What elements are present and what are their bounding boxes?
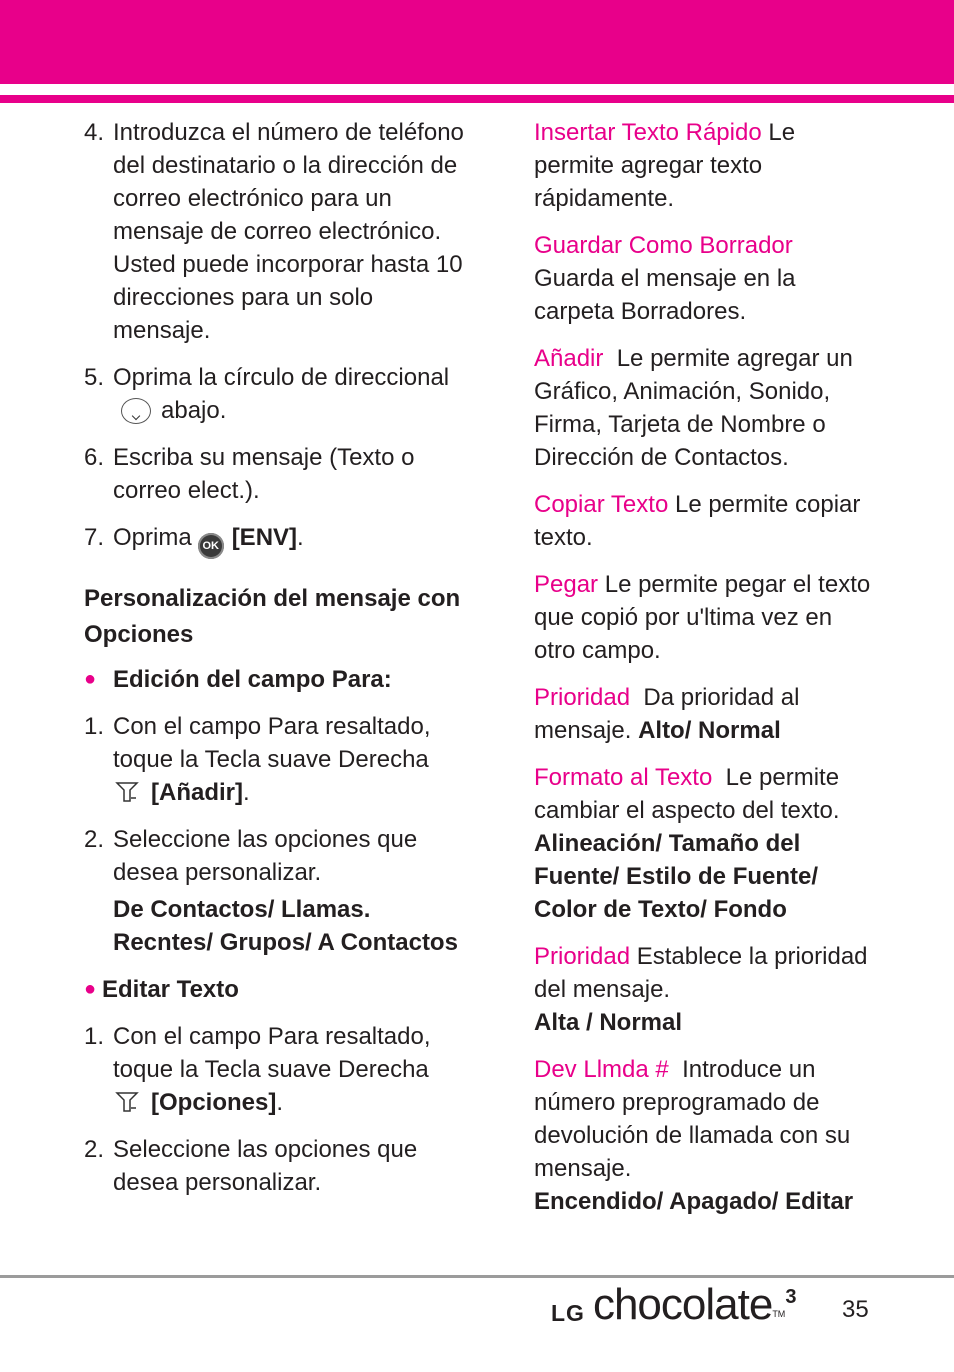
step-text: Oprima xyxy=(113,524,192,551)
option-add xyxy=(534,342,874,474)
bullet2-step-1 xyxy=(84,1020,464,1119)
option-desc: Le permite cambiar el aspecto del texto. xyxy=(534,764,846,824)
step-number: 7. xyxy=(84,524,105,551)
option-term: Dev Llmda # xyxy=(534,1056,669,1083)
option-copy-text xyxy=(534,488,874,554)
step-6 xyxy=(84,441,464,507)
right-soft-key-icon xyxy=(115,780,139,804)
option-desc: Guarda el mensaje en la carpeta Borradores. xyxy=(534,265,796,325)
option-values: Alto/ Normal xyxy=(638,717,781,744)
option-list: De Contactos/ Llamas. Recntes/ Grupos/ A Contactos xyxy=(113,896,458,956)
bullet-dot-icon: ● xyxy=(84,668,97,690)
ok-key-icon: OK xyxy=(198,533,224,559)
step-text: Oprima la círculo de direccional xyxy=(113,364,450,391)
option-desc: Establece la prioridad del mensaje. xyxy=(534,943,868,1003)
bullet1-step-1 xyxy=(84,710,464,809)
option-values: Alineación/ Tamaño del Fuente/ Estilo de Fuente/ Color de Texto/ Fondo xyxy=(534,830,819,923)
step-text: Con el campo Para resaltado, toque la Tecla suave Derecha xyxy=(113,1023,431,1083)
logo-lg: LG xyxy=(551,1300,585,1326)
step-suffix: . xyxy=(276,1089,284,1116)
step-text: Introduzca el número de teléfono del destinatario o la dirección de correo electrónico para un mensaje de correo electrónico. Usted puede incorporar hasta 10 direcciones para un solo mensaje. xyxy=(113,119,464,344)
option-values: Alta / Normal xyxy=(534,1009,683,1036)
header-rule xyxy=(0,95,954,103)
option-term: Formato al Texto xyxy=(534,764,713,791)
option-desc: Da prioridad al mensaje. xyxy=(534,684,807,744)
option-desc: Le permite agregar texto rápidamente. xyxy=(534,119,796,212)
step-7 xyxy=(84,521,464,559)
step-text-after: abajo. xyxy=(161,397,227,424)
logo-tm: TM xyxy=(772,1309,786,1319)
bullet-edit-to-field xyxy=(84,663,464,696)
bullet-title: Edición del campo Para: xyxy=(113,666,392,693)
step-number: 5. xyxy=(84,364,105,391)
step-text: Escriba su mensaje (Texto o correo elect.). xyxy=(113,444,415,504)
option-desc: Le permite pegar el texto que copió por u'ltima vez en otro campo. xyxy=(534,571,871,664)
page-number: 35 xyxy=(842,1296,869,1323)
option-priority-set xyxy=(534,940,874,1039)
step-suffix: . xyxy=(243,779,250,806)
bullet2-step-2 xyxy=(84,1133,464,1199)
step-number: 1. xyxy=(84,713,105,740)
bullet-dot-icon: ● xyxy=(84,978,97,1000)
right-soft-key-icon xyxy=(115,1090,139,1114)
option-callback-number xyxy=(534,1053,874,1218)
add-key-label: [Añadir] xyxy=(151,779,243,806)
step-number: 2. xyxy=(84,1136,105,1163)
step-number: 2. xyxy=(84,826,105,853)
right-column xyxy=(534,116,874,1232)
option-term: Copiar Texto xyxy=(534,491,669,518)
option-paste xyxy=(534,568,874,667)
nav-key-down-icon xyxy=(121,398,151,424)
option-term: Pegar xyxy=(534,571,599,598)
option-term: Insertar Texto Rápido xyxy=(534,119,762,146)
option-term: Prioridad xyxy=(534,684,631,711)
step-text: Seleccione las opciones que desea personalizar. xyxy=(113,1136,418,1196)
bullet-title: Editar Texto xyxy=(102,976,239,1003)
step-number: 1. xyxy=(84,1023,105,1050)
logo-brand: chocolate xyxy=(592,1280,773,1329)
step-number: 6. xyxy=(84,444,105,471)
lg-chocolate-logo xyxy=(551,1280,796,1330)
step-4 xyxy=(84,116,464,347)
option-term: Añadir xyxy=(534,345,604,372)
logo-version: 3 xyxy=(785,1286,797,1308)
option-text-format xyxy=(534,761,874,926)
option-insert-quick-text xyxy=(534,116,874,215)
footer-rule xyxy=(0,1275,954,1278)
step-5 xyxy=(84,361,464,427)
option-desc: Introduce un número preprogramado de devolución de llamada con su mensaje. xyxy=(534,1056,857,1182)
option-save-as-draft xyxy=(534,229,874,328)
header-band xyxy=(0,0,954,84)
option-desc: Le permite copiar texto. xyxy=(534,491,861,551)
option-term: Prioridad xyxy=(534,943,631,970)
options-key-label: [Opciones] xyxy=(151,1089,277,1116)
option-desc: Le permite agregar un Gráfico, Animación, Sonido, Firma, Tarjeta de Nombre o Dirección de Contactos. xyxy=(534,345,860,471)
section-heading: Personalización del mensaje con Opciones xyxy=(84,585,461,648)
option-priority xyxy=(534,681,874,747)
bullet1-step-2 xyxy=(84,823,464,959)
step-text: Con el campo Para resaltado, toque la Tecla suave Derecha xyxy=(113,713,431,773)
option-term: Guardar Como Borrador xyxy=(534,232,793,259)
env-key-label: [ENV] xyxy=(231,524,298,551)
step-text: Seleccione las opciones que desea personalizar. xyxy=(113,826,418,886)
step-number: 4. xyxy=(84,119,105,146)
left-column xyxy=(84,116,464,1213)
bullet-edit-text xyxy=(84,973,464,1006)
option-values: Encendido/ Apagado/ Editar xyxy=(534,1188,854,1215)
step-suffix: . xyxy=(297,524,304,551)
